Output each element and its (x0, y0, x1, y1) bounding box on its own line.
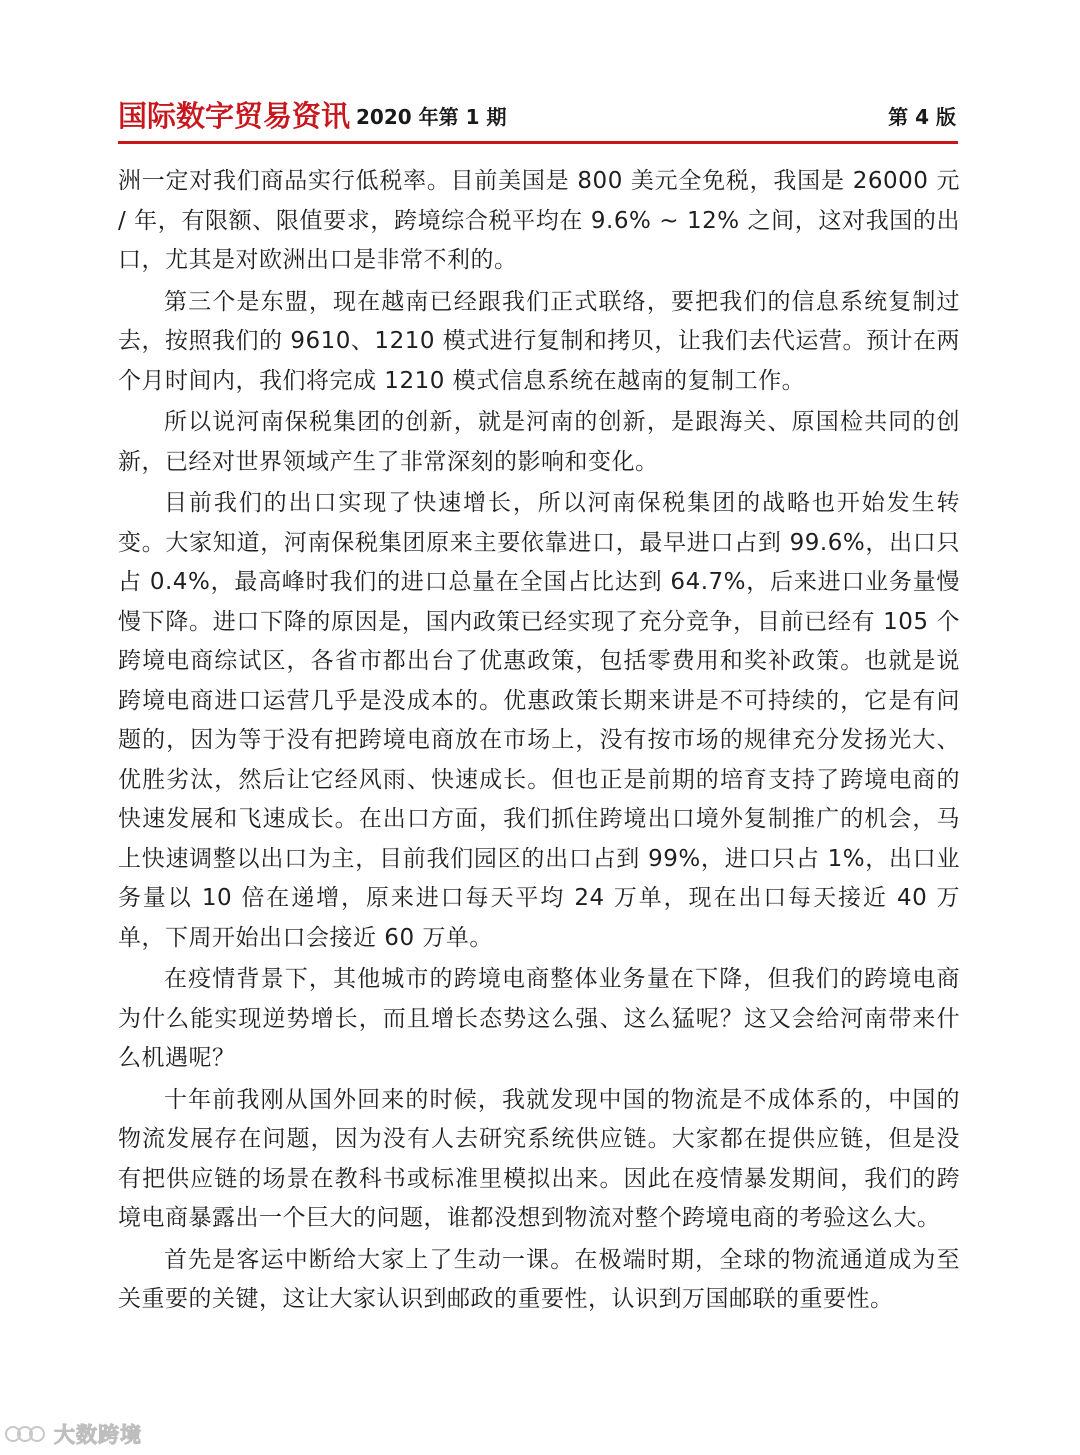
page-number: 第 4 版 (888, 105, 956, 129)
paragraph: 第三个是东盟，现在越南已经跟我们正式联络，要把我们的信息系统复制过去，按照我们的 9610、1210 模式进行复制和拷贝，让我们去代运营。预计在两个月时间内，我们将完成 1210 模式信息系统在越南的复制工作。 (118, 288, 960, 394)
page-header (118, 98, 958, 138)
paragraph: 在疫情背景下，其他城市的跨境电商整体业务量在下降，但我们的跨境电商为什么能实现逆势增长，而且增长态势这么强、这么猛呢？这又会给河南带来什么机遇呢？ (118, 966, 960, 1071)
paragraph: 所以说河南保税集团的创新，就是河南的创新，是跟海关、原国检共同的创新，已经对世界领域产生了非常深刻的影响和变化。 (118, 409, 960, 475)
paragraph: 首先是客运中断给大家上了生动一课。在极端时期，全球的物流通道成为至关重要的关键，这让大家认识到邮政的重要性，认识到万国邮联的重要性。 (118, 1246, 960, 1312)
watermark (4, 1418, 142, 1450)
paragraph: 十年前我刚从国外回来的时候，我就发现中国的物流是不成体系的，中国的物流发展存在问题，因为没有人去研究系统供应链。大家都在提供应链，但是没有把供应链的场景在教科书或标准里模拟出来。因此在疫情暴发期间，我们的跨境电商暴露出一个巨大的问题，谁都没想到物流对整个跨境电商的考验这么大。 (118, 1086, 960, 1231)
dashuju-logo-icon (4, 1421, 48, 1447)
publication-title: 国际数字贸易资讯 (118, 99, 351, 133)
article-body (118, 162, 960, 1322)
issue-label: 2020 年第 1 期 (356, 105, 507, 129)
paragraph: 洲一定对我们商品实行低税率。目前美国是 800 美元全免税，我国是 26000 元 / 年，有限额、限值要求，跨境综合税平均在 9.6% ~ 12% 之间，这对我国的出口，尤其是对欧洲出口是非常不利的。 (118, 168, 960, 273)
watermark-text: 大数跨境 (54, 1423, 142, 1447)
header-divider (118, 141, 958, 144)
paragraph: 目前我们的出口实现了快速增长，所以河南保税集团的战略也开始发生转变。大家知道，河南保税集团原来主要依靠进口，最早进口占到 99.6%，出口只占 0.4%，最高峰时我们的进口总量在全国占比达到 64.7%，后来进口业务量慢慢下降。进口下降的原因是，国内政策已经实现了充分竞争，目前已经有 105 个跨境电商综试区，各省市都出台了优惠政策，包括零费用和奖补政策。也就是说跨境电商进口运营几乎是没成本的。优惠政策长期来讲是不可持续的，它是有问题的，因为等于没有把跨境电商放在市场上，没有按市场的规律充分发扬光大、优胜劣汰，然后让它经风雨、快速成长。但也正是前期的培育支持了跨境电商的快速发展和飞速成长。在出口方面，我们抓住跨境出口境外复制推广的机会，马上快速调整以出口为主，目前我们园区的出口占到 99%，进口只占 1%，出口业务量以 10 倍在递增，原来进口每天平均 24 万单，现在出口每天接近 40 万单，下周开始出口会接近 60 万单。 (118, 490, 960, 951)
